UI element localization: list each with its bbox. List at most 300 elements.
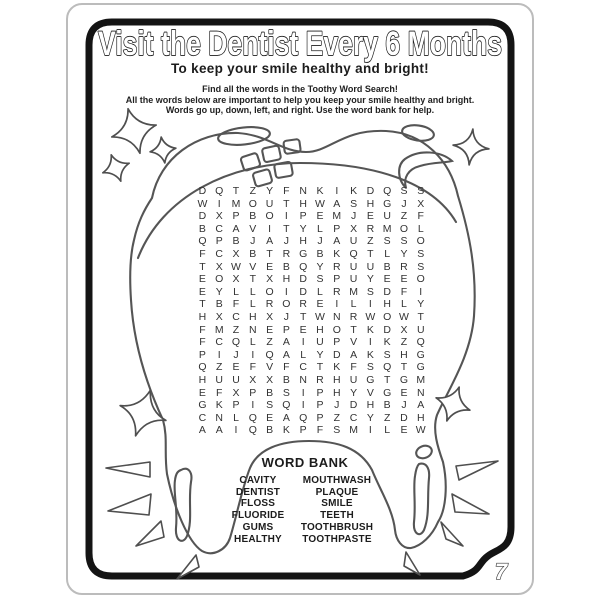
instructions-line: All the words below are important to help you keep your smile healthy and bright. bbox=[125, 94, 475, 105]
grid-letter: J bbox=[401, 399, 407, 412]
grid-letter: L bbox=[300, 348, 307, 361]
grid-letter: F bbox=[417, 210, 424, 223]
grid-letter: H bbox=[366, 197, 375, 210]
grid-letter: S bbox=[383, 348, 391, 361]
word-bank-item: FLOSS bbox=[240, 498, 276, 510]
word-bank-item: GUMS bbox=[242, 521, 274, 533]
grid-letter: D bbox=[299, 273, 307, 286]
word-bank-item: DENTIST bbox=[235, 486, 281, 498]
grid-letter: S bbox=[316, 273, 324, 286]
grid-letter: E bbox=[316, 210, 324, 223]
grid-letter: U bbox=[349, 260, 358, 273]
grid-letter: O bbox=[282, 298, 291, 311]
grid-letter: Q bbox=[282, 399, 291, 412]
grid-row bbox=[194, 361, 429, 374]
grid-letter: N bbox=[215, 411, 223, 424]
grid-row bbox=[194, 223, 429, 236]
grid-letter: T bbox=[417, 310, 424, 323]
grid-letter: Z bbox=[266, 336, 273, 349]
grid-letter: J bbox=[401, 197, 407, 210]
grid-letter: G bbox=[416, 361, 425, 374]
grid-letter: D bbox=[366, 185, 375, 197]
grid-letter: K bbox=[383, 336, 391, 349]
grid-letter: C bbox=[215, 336, 223, 349]
grid-letter: E bbox=[400, 273, 408, 286]
grid-letter: I bbox=[251, 348, 255, 361]
grid-letter: Y bbox=[215, 285, 223, 298]
grid-letter: O bbox=[332, 323, 341, 336]
grid-letter: X bbox=[232, 273, 240, 286]
grid-letter: Z bbox=[400, 210, 408, 223]
grid-letter: X bbox=[232, 386, 240, 399]
grid-letter: J bbox=[283, 235, 289, 248]
grid-letter: E bbox=[198, 285, 206, 298]
grid-row bbox=[194, 387, 429, 400]
grid-row bbox=[194, 311, 429, 324]
grid-letter: R bbox=[349, 310, 358, 323]
grid-letter: N bbox=[332, 310, 341, 323]
grid-letter: P bbox=[316, 411, 324, 424]
grid-letter: S bbox=[383, 235, 391, 248]
grid-letter: Y bbox=[316, 348, 324, 361]
grid-letter: H bbox=[366, 399, 375, 412]
grid-letter: T bbox=[266, 247, 273, 260]
grid-letter: Z bbox=[333, 411, 340, 424]
grid-row bbox=[194, 336, 429, 349]
grid-letter: W bbox=[231, 260, 241, 273]
grid-letter: O bbox=[416, 235, 425, 248]
grid-letter: M bbox=[214, 323, 224, 336]
word-bank-item: HEALTHY bbox=[234, 533, 282, 545]
grid-letter: E bbox=[383, 273, 391, 286]
grid-letter: E bbox=[299, 323, 307, 336]
grid-letter: L bbox=[249, 285, 256, 298]
grid-letter: F bbox=[232, 298, 240, 311]
grid-letter: I bbox=[419, 285, 423, 298]
grid-letter: R bbox=[332, 285, 341, 298]
grid-letter: H bbox=[416, 411, 425, 424]
grid-letter: W bbox=[315, 197, 325, 210]
grid-letter: C bbox=[198, 411, 207, 424]
grid-letter: K bbox=[282, 424, 290, 437]
grid-letter: Q bbox=[416, 336, 425, 349]
grid-letter: P bbox=[333, 222, 341, 235]
grid-letter: I bbox=[251, 399, 255, 412]
grid-letter: X bbox=[232, 247, 240, 260]
grid-letter: D bbox=[332, 348, 341, 361]
grid-letter: H bbox=[198, 373, 207, 386]
grid-letter: P bbox=[299, 424, 307, 437]
grid-letter: I bbox=[335, 298, 339, 311]
grid-letter: U bbox=[383, 210, 391, 223]
grid-letter: Y bbox=[316, 260, 324, 273]
grid-letter: Z bbox=[215, 361, 223, 374]
grid-letter: V bbox=[366, 386, 374, 399]
grid-letter: F bbox=[400, 285, 408, 298]
grid-letter: D bbox=[198, 185, 207, 197]
grid-letter: C bbox=[215, 247, 223, 260]
square-shine-icon bbox=[240, 139, 301, 187]
grid-row bbox=[194, 198, 429, 211]
grid-letter: M bbox=[416, 373, 426, 386]
grid-letter: T bbox=[232, 185, 240, 197]
grid-letter: C bbox=[349, 411, 358, 424]
grid-letter: V bbox=[249, 222, 257, 235]
grid-letter: L bbox=[249, 298, 256, 311]
grid-letter: B bbox=[282, 260, 290, 273]
grid-letter: A bbox=[266, 235, 274, 248]
grid-letter: B bbox=[383, 399, 391, 412]
grid-letter: D bbox=[349, 399, 358, 412]
grid-letter: H bbox=[299, 197, 307, 210]
grid-letter: Q bbox=[248, 424, 257, 437]
grid-letter: J bbox=[317, 235, 323, 248]
grid-letter: U bbox=[349, 373, 358, 386]
grid-letter: P bbox=[198, 348, 206, 361]
grid-letter: A bbox=[333, 197, 341, 210]
grid-letter: A bbox=[282, 411, 290, 424]
grid-letter: W bbox=[315, 310, 325, 323]
grid-letter: A bbox=[350, 348, 358, 361]
grid-letter: E bbox=[266, 323, 274, 336]
word-bank-column-right bbox=[277, 475, 397, 545]
grid-letter: K bbox=[366, 323, 374, 336]
grid-letter: Z bbox=[400, 336, 408, 349]
grid-letter: J bbox=[334, 399, 340, 412]
grid-letter: B bbox=[316, 247, 324, 260]
grid-letter: R bbox=[400, 260, 408, 273]
grid-letter: S bbox=[266, 399, 274, 412]
grid-letter: K bbox=[366, 348, 374, 361]
grid-letter: S bbox=[417, 185, 425, 197]
grid-letter: R bbox=[265, 298, 274, 311]
grid-letter: K bbox=[316, 185, 324, 197]
grid-letter: X bbox=[266, 310, 274, 323]
grid-letter: B bbox=[383, 260, 391, 273]
grid-letter: I bbox=[284, 210, 288, 223]
grid-letter: H bbox=[332, 373, 341, 386]
grid-letter: A bbox=[215, 424, 223, 437]
grid-letter: M bbox=[231, 197, 241, 210]
grid-letter: N bbox=[416, 386, 425, 399]
grid-letter: Q bbox=[299, 411, 308, 424]
grid-letter: P bbox=[215, 235, 223, 248]
grid-letter: R bbox=[366, 222, 375, 235]
grid-letter: Q bbox=[215, 185, 224, 197]
grid-letter: T bbox=[199, 260, 206, 273]
grid-letter: X bbox=[400, 323, 408, 336]
grid-letter: E bbox=[266, 411, 274, 424]
grid-row bbox=[194, 349, 429, 362]
grid-letter: A bbox=[282, 336, 290, 349]
grid-letter: O bbox=[265, 210, 274, 223]
word-bank-item: PLAQUE bbox=[315, 486, 359, 498]
grid-letter: G bbox=[383, 386, 392, 399]
grid-row bbox=[194, 286, 429, 299]
grid-letter: D bbox=[383, 285, 391, 298]
grid-letter: T bbox=[350, 323, 357, 336]
page-number: 7 bbox=[494, 559, 508, 584]
grid-letter: L bbox=[317, 285, 323, 298]
grid-row bbox=[194, 324, 429, 337]
grid-letter: M bbox=[349, 424, 358, 437]
grid-letter: I bbox=[234, 424, 238, 437]
grid-letter: I bbox=[217, 197, 221, 210]
grid-letter: L bbox=[384, 424, 391, 437]
grid-letter: A bbox=[232, 222, 240, 235]
grid-letter: Y bbox=[366, 411, 374, 424]
grid-letter: O bbox=[416, 273, 425, 286]
grid-letter: F bbox=[215, 386, 223, 399]
grid-letter: T bbox=[367, 247, 374, 260]
grid-letter: L bbox=[233, 285, 239, 298]
grid-letter: L bbox=[249, 336, 256, 349]
grid-letter: I bbox=[217, 348, 221, 361]
grid-letter: X bbox=[266, 273, 274, 286]
grid-letter: B bbox=[232, 235, 240, 248]
grid-letter: J bbox=[350, 210, 357, 223]
grid-letter: F bbox=[283, 361, 290, 374]
instructions-line: Find all the words in the Toothy Word Search! bbox=[202, 84, 398, 94]
grid-letter: U bbox=[416, 323, 425, 336]
grid-letter: F bbox=[199, 323, 206, 336]
grid-letter: U bbox=[232, 373, 240, 386]
grid-letter: T bbox=[299, 310, 307, 323]
grid-letter: H bbox=[248, 310, 257, 323]
grid-letter: X bbox=[417, 197, 425, 210]
grid-letter: U bbox=[215, 373, 223, 386]
grid-letter: B bbox=[249, 247, 257, 260]
grid-row bbox=[194, 374, 429, 387]
grid-letter: L bbox=[350, 298, 357, 311]
grid-letter: U bbox=[265, 197, 274, 210]
grid-letter: S bbox=[282, 386, 290, 399]
grid-letter: Z bbox=[249, 185, 256, 197]
grid-letter: G bbox=[416, 348, 425, 361]
grid-letter: X bbox=[215, 310, 223, 323]
grid-letter: G bbox=[198, 399, 207, 412]
grid-letter: G bbox=[366, 373, 375, 386]
grid-letter: P bbox=[232, 399, 240, 412]
grid-letter: F bbox=[249, 361, 256, 374]
grid-letter: Q bbox=[198, 235, 207, 248]
word-bank-item: MOUTHWASH bbox=[302, 475, 372, 486]
grid-letter: K bbox=[333, 247, 341, 260]
grid-letter: S bbox=[350, 197, 358, 210]
grid-letter: Y bbox=[366, 273, 374, 286]
grid-letter: Z bbox=[367, 235, 374, 248]
word-bank-item: TOOTHBRUSH bbox=[300, 521, 374, 533]
grid-letter: Y bbox=[417, 298, 425, 311]
grid-letter: K bbox=[333, 361, 341, 374]
word-bank-item: CAVITY bbox=[239, 475, 277, 486]
grid-letter: O bbox=[215, 273, 224, 286]
grid-row bbox=[194, 399, 429, 412]
grid-letter: E bbox=[198, 273, 206, 286]
grid-letter: I bbox=[284, 285, 288, 298]
grid-letter: A bbox=[417, 399, 425, 412]
grid-letter: N bbox=[299, 185, 307, 197]
grid-letter: J bbox=[283, 310, 289, 323]
grid-letter: P bbox=[232, 210, 240, 223]
page-title: Visit the Dentist Every 6 Months bbox=[98, 25, 502, 63]
grid-letter: S bbox=[417, 260, 425, 273]
grid-row bbox=[194, 248, 429, 261]
grid-letter: Q bbox=[265, 348, 274, 361]
grid-letter: L bbox=[317, 222, 323, 235]
grid-letter: C bbox=[215, 222, 223, 235]
grid-letter: R bbox=[332, 260, 341, 273]
grid-letter: H bbox=[316, 323, 324, 336]
grid-letter: I bbox=[335, 185, 339, 197]
grid-letter: K bbox=[350, 185, 358, 197]
instructions-line: Words go up, down, left, and right. Use the word bank for help. bbox=[165, 105, 435, 115]
grid-letter: Q bbox=[299, 260, 308, 273]
grid-letter: E bbox=[400, 424, 408, 437]
grid-letter: D bbox=[299, 285, 307, 298]
grid-letter: P bbox=[299, 210, 307, 223]
grid-letter: H bbox=[299, 235, 307, 248]
grid-letter: I bbox=[368, 336, 372, 349]
grid-row bbox=[194, 412, 429, 425]
grid-letter: M bbox=[382, 222, 392, 235]
grid-letter: X bbox=[266, 373, 274, 386]
grid-letter: P bbox=[333, 336, 341, 349]
grid-letter: O bbox=[265, 285, 274, 298]
grid-letter: T bbox=[316, 361, 324, 374]
grid-letter: U bbox=[349, 235, 358, 248]
grid-letter: P bbox=[316, 386, 324, 399]
grid-letter: I bbox=[301, 399, 305, 412]
grid-letter: B bbox=[249, 210, 257, 223]
grid-letter: A bbox=[198, 424, 206, 437]
grid-letter: T bbox=[283, 197, 290, 210]
grid-letter: Q bbox=[383, 361, 392, 374]
grid-letter: F bbox=[283, 185, 290, 197]
grid-row bbox=[194, 185, 429, 198]
grid-letter: S bbox=[366, 361, 374, 374]
grid-letter: E bbox=[266, 260, 274, 273]
grid-letter: E bbox=[198, 386, 206, 399]
grid-letter: S bbox=[333, 424, 341, 437]
grid-letter: X bbox=[215, 210, 223, 223]
grid-letter: D bbox=[198, 210, 207, 223]
grid-letter: Y bbox=[299, 222, 307, 235]
grid-letter: K bbox=[215, 399, 223, 412]
grid-letter: R bbox=[299, 298, 307, 311]
grid-letter: V bbox=[249, 260, 257, 273]
grid-letter: D bbox=[383, 323, 391, 336]
grid-row bbox=[194, 424, 429, 437]
grid-letter: H bbox=[198, 310, 207, 323]
grid-letter: I bbox=[268, 222, 272, 235]
grid-letter: F bbox=[199, 247, 206, 260]
grid-letter: H bbox=[383, 298, 391, 311]
grid-letter: V bbox=[350, 336, 358, 349]
grid-letter: B bbox=[266, 386, 274, 399]
grid-letter: H bbox=[282, 273, 291, 286]
grid-letter: F bbox=[199, 336, 206, 349]
grid-letter: U bbox=[366, 260, 375, 273]
grid-letter: C bbox=[232, 310, 240, 323]
grid-letter: Q bbox=[248, 411, 257, 424]
page-subtitle: To keep your smile healthy and bright! bbox=[171, 61, 429, 76]
grid-letter: C bbox=[299, 361, 307, 374]
grid-letter: H bbox=[400, 348, 408, 361]
grid-letter: A bbox=[282, 348, 290, 361]
grid-letter: M bbox=[349, 285, 358, 298]
grid-letter: V bbox=[266, 361, 274, 374]
grid-letter: Y bbox=[400, 247, 408, 260]
grid-letter: L bbox=[233, 411, 239, 424]
word-grid bbox=[194, 185, 429, 437]
grid-letter: B bbox=[266, 424, 274, 437]
grid-letter: L bbox=[417, 222, 424, 235]
grid-letter: W bbox=[415, 424, 426, 437]
grid-letter: J bbox=[250, 235, 256, 248]
grid-row bbox=[194, 298, 429, 311]
grid-letter: G bbox=[399, 373, 409, 386]
grid-letter: W bbox=[399, 310, 409, 323]
grid-letter: P bbox=[316, 399, 324, 412]
word-bank-title: WORD BANK bbox=[261, 455, 349, 470]
grid-row bbox=[194, 273, 429, 286]
grid-letter: L bbox=[384, 247, 391, 260]
grid-letter: P bbox=[282, 323, 290, 336]
grid-letter: X bbox=[350, 222, 358, 235]
grid-letter: X bbox=[215, 260, 223, 273]
grid-letter: T bbox=[383, 373, 391, 386]
grid-letter: Y bbox=[266, 185, 274, 197]
grid-letter: E bbox=[232, 361, 240, 374]
grid-letter: T bbox=[249, 273, 256, 286]
grid-letter: R bbox=[282, 247, 291, 260]
grid-letter: G bbox=[383, 197, 392, 210]
grid-letter: B bbox=[198, 222, 206, 235]
grid-letter: G bbox=[299, 247, 308, 260]
grid-letter: P bbox=[249, 386, 257, 399]
grid-letter: B bbox=[282, 373, 290, 386]
grid-letter: W bbox=[365, 310, 376, 323]
grid-letter: Z bbox=[232, 323, 240, 336]
grid-letter: Q bbox=[383, 185, 392, 197]
grid-letter: E bbox=[316, 298, 324, 311]
grid-letter: U bbox=[349, 273, 358, 286]
word-bank-item: TOOTHPASTE bbox=[302, 533, 372, 545]
grid-letter: T bbox=[199, 298, 206, 311]
grid-letter: O bbox=[383, 310, 392, 323]
grid-letter: Z bbox=[383, 411, 391, 424]
grid-letter: W bbox=[197, 197, 208, 210]
grid-letter: O bbox=[248, 197, 257, 210]
grid-letter: O bbox=[399, 222, 409, 235]
grid-letter: I bbox=[301, 336, 305, 349]
grid-letter: M bbox=[332, 210, 342, 223]
grid-row bbox=[194, 261, 429, 274]
grid-letter: E bbox=[366, 210, 374, 223]
grid-letter: J bbox=[233, 348, 239, 361]
grid-letter: N bbox=[248, 323, 257, 336]
grid-letter: S bbox=[366, 285, 374, 298]
grid-letter: I bbox=[368, 298, 372, 311]
grid-letter: S bbox=[400, 185, 408, 197]
grid-letter: B bbox=[215, 298, 223, 311]
grid-row bbox=[194, 210, 429, 223]
grid-letter: U bbox=[316, 336, 324, 349]
grid-letter: P bbox=[333, 273, 341, 286]
word-bank-item: FLUORIDE bbox=[231, 510, 285, 522]
grid-letter: T bbox=[283, 222, 290, 235]
